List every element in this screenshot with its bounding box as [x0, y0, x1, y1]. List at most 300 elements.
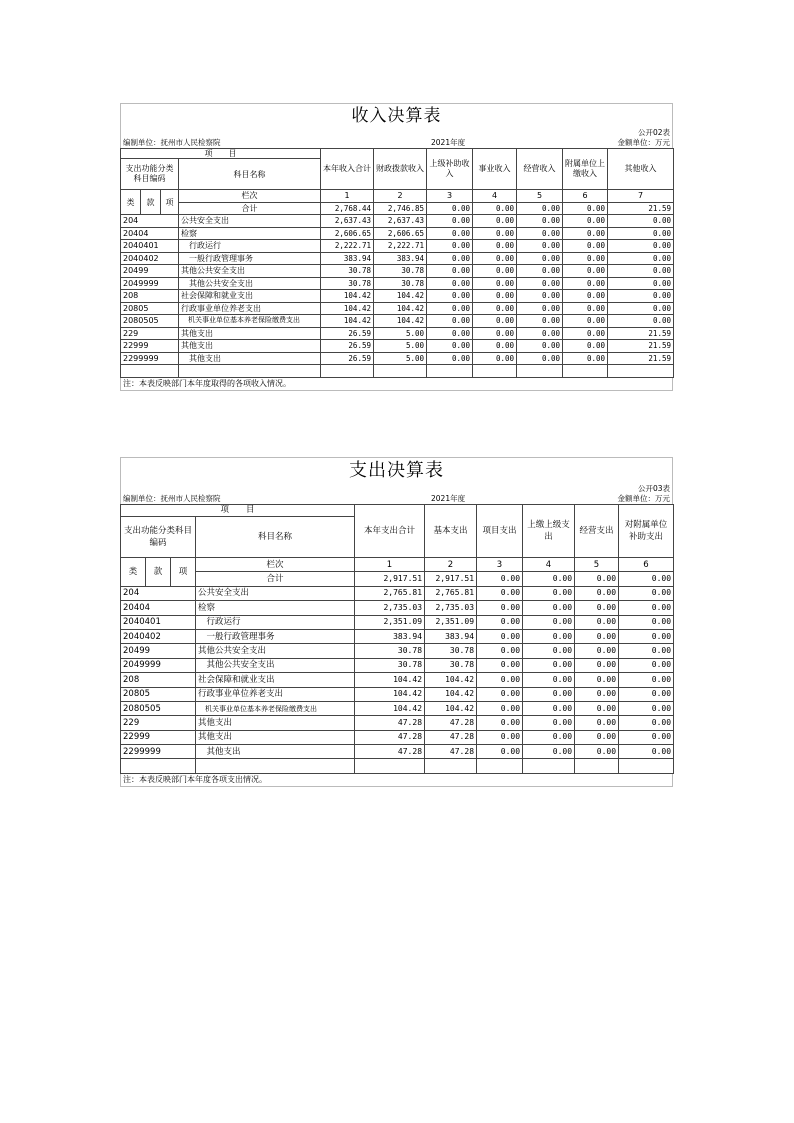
- expense-row-code: 229: [121, 716, 196, 730]
- expense-row-value: 47.28: [425, 730, 477, 744]
- expense-row-value: 0.00: [477, 601, 523, 615]
- expense-row-value: 0.00: [575, 586, 619, 600]
- income-row-code: 2040402: [121, 252, 179, 265]
- income-row-value: 0.00: [473, 265, 517, 278]
- expense-row-value: 0.00: [477, 615, 523, 629]
- expense-hdr-name: 科目名称: [196, 517, 355, 558]
- expense-row-value: 104.42: [425, 673, 477, 687]
- expense-row-value: 0.00: [619, 716, 674, 730]
- expense-row-name: 其他公共安全支出: [196, 658, 355, 672]
- income-col-1: 本年收入合计: [321, 149, 374, 190]
- expense-row-value: 0.00: [477, 716, 523, 730]
- expense-row-value: 0.00: [575, 701, 619, 715]
- income-row-value: 0.00: [517, 227, 563, 240]
- income-row-value: 0.00: [473, 327, 517, 340]
- income-colnum: 4: [473, 190, 517, 203]
- expense-hdr-total: 合计: [196, 572, 355, 586]
- income-row-value: 0.00: [608, 252, 674, 265]
- expense-row-name: 行政运行: [196, 615, 355, 629]
- income-table-row: [121, 315, 674, 328]
- income-row-value: 0.00: [563, 252, 608, 265]
- expense-unit: 编制单位：抚州市人民检察院: [123, 494, 221, 503]
- expense-blank-row: [121, 759, 674, 773]
- expense-row-value: 0.00: [477, 730, 523, 744]
- income-colnum: 6: [563, 190, 608, 203]
- expense-row-code: 208: [121, 673, 196, 687]
- expense-row-name: 社会保障和就业支出: [196, 673, 355, 687]
- income-table-row: [121, 240, 674, 253]
- income-row-value: 0.00: [608, 302, 674, 315]
- expense-row-value: 0.00: [523, 701, 575, 715]
- expense-row-value: 0.00: [477, 687, 523, 701]
- income-row-value: 104.42: [321, 315, 374, 328]
- expense-table-row: [121, 716, 674, 730]
- expense-row-code: 204: [121, 586, 196, 600]
- income-row-value: 0.00: [427, 352, 473, 365]
- income-col-5: 经营收入: [517, 149, 563, 190]
- income-row-value: 0.00: [473, 352, 517, 365]
- income-row-value: 0.00: [427, 215, 473, 228]
- income-row-name: 其他公共安全支出: [179, 277, 321, 290]
- income-row-code: 2299999: [121, 352, 179, 365]
- income-row-value: 0.00: [608, 277, 674, 290]
- expense-table-row: [121, 658, 674, 672]
- income-row-value: 21.59: [608, 340, 674, 353]
- expense-total-value: 0.00: [523, 572, 575, 586]
- income-row-value: 0.00: [563, 290, 608, 303]
- income-row-value: 0.00: [427, 290, 473, 303]
- expense-row-name: 机关事业单位基本养老保险缴费支出: [196, 701, 355, 715]
- expense-row-value: 0.00: [575, 615, 619, 629]
- expense-row-code: 20805: [121, 687, 196, 701]
- income-row-value: 104.42: [374, 290, 427, 303]
- income-row-value: 30.78: [374, 265, 427, 278]
- expense-row-value: 383.94: [425, 629, 477, 643]
- expense-row-value: 104.42: [425, 687, 477, 701]
- income-hdr-name: 科目名称: [179, 159, 321, 190]
- expense-note: 注：本表反映部门本年度各项支出情况。: [120, 774, 673, 787]
- income-row-value: 0.00: [517, 315, 563, 328]
- expense-total-value: 2,917.51: [425, 572, 477, 586]
- expense-table-row: [121, 701, 674, 715]
- expense-row-code: 2040402: [121, 629, 196, 643]
- income-row-name: 其他支出: [179, 340, 321, 353]
- income-row-value: 104.42: [321, 302, 374, 315]
- income-colnum: 7: [608, 190, 674, 203]
- expense-table-row: [121, 745, 674, 759]
- expense-row-value: 30.78: [355, 658, 425, 672]
- expense-row-value: 0.00: [523, 687, 575, 701]
- expense-row-value: 104.42: [355, 687, 425, 701]
- income-row-value: 0.00: [608, 227, 674, 240]
- income-colnum: 2: [374, 190, 427, 203]
- income-row-name: 行政事业单位养老支出: [179, 302, 321, 315]
- expense-row-code: 22999: [121, 730, 196, 744]
- income-row-code: 2080505: [121, 315, 179, 328]
- expense-row-value: 0.00: [523, 601, 575, 615]
- income-total-value: 2,768.44: [321, 202, 374, 215]
- income-table-row: [121, 290, 674, 303]
- expense-row-value: 0.00: [477, 701, 523, 715]
- income-hdr-xiang: 项: [161, 190, 179, 215]
- expense-row-value: 0.00: [619, 586, 674, 600]
- expense-row-value: 0.00: [523, 730, 575, 744]
- income-colnum: 5: [517, 190, 563, 203]
- income-row-value: 26.59: [321, 340, 374, 353]
- income-row-code: 20805: [121, 302, 179, 315]
- income-row-value: 2,637.43: [374, 215, 427, 228]
- income-table-row: [121, 265, 674, 278]
- income-row-value: 0.00: [473, 340, 517, 353]
- expense-table: [120, 504, 674, 774]
- expense-row-value: 0.00: [523, 586, 575, 600]
- income-table-row: [121, 277, 674, 290]
- income-row-value: 0.00: [517, 277, 563, 290]
- income-col-2: 财政拨款收入: [374, 149, 427, 190]
- expense-row-value: 47.28: [425, 716, 477, 730]
- expense-title: 支出决算表: [349, 460, 444, 481]
- income-total-value: 21.59: [608, 202, 674, 215]
- expense-row-name: 行政事业单位养老支出: [196, 687, 355, 701]
- expense-row-value: 47.28: [425, 745, 477, 759]
- income-row-value: 0.00: [517, 340, 563, 353]
- income-row-value: 0.00: [517, 290, 563, 303]
- expense-year: 2021年度: [431, 494, 466, 503]
- income-row-value: 0.00: [427, 302, 473, 315]
- income-row-value: 30.78: [374, 277, 427, 290]
- expense-row-value: 104.42: [355, 701, 425, 715]
- expense-row-value: 2,735.03: [355, 601, 425, 615]
- income-colnum: 3: [427, 190, 473, 203]
- income-row-code: 2040401: [121, 240, 179, 253]
- income-row-value: 0.00: [563, 265, 608, 278]
- income-row-value: 2,637.43: [321, 215, 374, 228]
- income-year: 2021年度: [431, 138, 466, 147]
- expense-hdr-lanci: 栏次: [196, 558, 355, 572]
- income-table-row: [121, 352, 674, 365]
- income-row-value: 0.00: [517, 215, 563, 228]
- income-row-value: 2,606.65: [321, 227, 374, 240]
- expense-amount-unit: 金额单位：万元: [617, 494, 670, 503]
- income-row-value: 0.00: [517, 302, 563, 315]
- expense-row-code: 2040401: [121, 615, 196, 629]
- income-row-value: 0.00: [563, 227, 608, 240]
- income-hdr-lei: 类: [121, 190, 141, 215]
- income-row-value: 5.00: [374, 327, 427, 340]
- expense-row-value: 0.00: [575, 629, 619, 643]
- expense-row-value: 0.00: [619, 687, 674, 701]
- income-row-name: 检察: [179, 227, 321, 240]
- expense-row-value: 0.00: [477, 644, 523, 658]
- expense-colnum: 5: [575, 558, 619, 572]
- income-row-value: 0.00: [473, 290, 517, 303]
- income-row-value: 5.00: [374, 340, 427, 353]
- income-row-value: 0.00: [473, 302, 517, 315]
- expense-row-value: 104.42: [425, 701, 477, 715]
- income-row-name: 其他支出: [179, 352, 321, 365]
- expense-col-6: 对附属单位补助支出: [619, 505, 674, 558]
- income-row-value: 0.00: [427, 252, 473, 265]
- income-row-value: 26.59: [321, 327, 374, 340]
- expense-row-value: 0.00: [575, 716, 619, 730]
- income-row-value: 0.00: [427, 340, 473, 353]
- income-row-value: 104.42: [374, 315, 427, 328]
- income-row-value: 2,222.71: [374, 240, 427, 253]
- income-row-value: 5.00: [374, 352, 427, 365]
- expense-row-name: 其他支出: [196, 745, 355, 759]
- income-row-code: 204: [121, 215, 179, 228]
- expense-row-value: 0.00: [575, 658, 619, 672]
- expense-row-name: 检察: [196, 601, 355, 615]
- expense-row-value: 0.00: [523, 615, 575, 629]
- expense-row-value: 2,765.81: [355, 586, 425, 600]
- income-row-value: 0.00: [563, 240, 608, 253]
- expense-row-name: 其他支出: [196, 730, 355, 744]
- income-row-value: 0.00: [608, 315, 674, 328]
- expense-row-value: 383.94: [355, 629, 425, 643]
- income-blank-row: [121, 365, 674, 378]
- income-table-row: [121, 215, 674, 228]
- income-form-code: 公开02表: [637, 128, 670, 137]
- expense-row-value: 0.00: [477, 629, 523, 643]
- income-row-value: 0.00: [608, 240, 674, 253]
- income-row-value: 0.00: [473, 215, 517, 228]
- expense-row-value: 2,351.09: [425, 615, 477, 629]
- expense-row-value: 0.00: [523, 658, 575, 672]
- income-hdr-kuan: 款: [141, 190, 161, 215]
- income-hdr-total: 合计: [179, 202, 321, 215]
- expense-row-value: 0.00: [477, 673, 523, 687]
- income-row-value: 21.59: [608, 352, 674, 365]
- expense-col-3: 项目支出: [477, 505, 523, 558]
- income-row-code: 229: [121, 327, 179, 340]
- income-row-code: 22999: [121, 340, 179, 353]
- expense-row-value: 0.00: [619, 745, 674, 759]
- expense-row-value: 0.00: [477, 586, 523, 600]
- expense-statement: [120, 457, 673, 787]
- income-row-value: 0.00: [563, 302, 608, 315]
- income-row-name: 行政运行: [179, 240, 321, 253]
- expense-row-value: 2,735.03: [425, 601, 477, 615]
- expense-table-row: [121, 629, 674, 643]
- income-table-row: [121, 252, 674, 265]
- expense-row-value: 0.00: [619, 644, 674, 658]
- expense-row-value: 47.28: [355, 716, 425, 730]
- income-total-value: 0.00: [473, 202, 517, 215]
- income-total-value: 0.00: [427, 202, 473, 215]
- expense-table-row: [121, 687, 674, 701]
- income-total-value: 0.00: [563, 202, 608, 215]
- expense-colnum: 6: [619, 558, 674, 572]
- expense-row-value: 0.00: [523, 644, 575, 658]
- income-row-value: 0.00: [563, 327, 608, 340]
- income-hdr-project: 项 目: [121, 149, 321, 159]
- expense-row-code: 2299999: [121, 745, 196, 759]
- expense-hdr-class: 支出功能分类科目编码: [121, 517, 196, 558]
- income-row-value: 0.00: [563, 340, 608, 353]
- income-row-value: 30.78: [321, 265, 374, 278]
- expense-row-value: 0.00: [575, 687, 619, 701]
- expense-colnum: 3: [477, 558, 523, 572]
- income-row-value: 0.00: [563, 315, 608, 328]
- income-row-value: 0.00: [473, 240, 517, 253]
- income-row-name: 其他公共安全支出: [179, 265, 321, 278]
- income-row-value: 0.00: [517, 327, 563, 340]
- expense-table-row: [121, 586, 674, 600]
- income-row-value: 2,222.71: [321, 240, 374, 253]
- income-row-code: 208: [121, 290, 179, 303]
- expense-hdr-xiang: 项: [171, 558, 196, 587]
- income-row-value: 383.94: [321, 252, 374, 265]
- expense-table-row: [121, 601, 674, 615]
- expense-row-code: 2080505: [121, 701, 196, 715]
- income-row-name: 机关事业单位基本养老保险缴费支出: [179, 315, 321, 328]
- income-row-value: 0.00: [427, 277, 473, 290]
- income-col-3: 上级补助收入: [427, 149, 473, 190]
- expense-row-value: 47.28: [355, 730, 425, 744]
- income-table-row: [121, 340, 674, 353]
- income-row-value: 0.00: [608, 265, 674, 278]
- expense-table-row: [121, 673, 674, 687]
- expense-total-value: 0.00: [477, 572, 523, 586]
- expense-row-value: 0.00: [575, 730, 619, 744]
- expense-hdr-kuan: 款: [146, 558, 171, 587]
- expense-row-value: 0.00: [477, 658, 523, 672]
- expense-row-value: 0.00: [523, 629, 575, 643]
- expense-row-name: 其他支出: [196, 716, 355, 730]
- expense-row-code: 2049999: [121, 658, 196, 672]
- expense-table-row: [121, 730, 674, 744]
- expense-row-value: 0.00: [619, 701, 674, 715]
- expense-row-name: 其他公共安全支出: [196, 644, 355, 658]
- expense-row-value: 2,351.09: [355, 615, 425, 629]
- expense-table-row: [121, 615, 674, 629]
- expense-colnum: 4: [523, 558, 575, 572]
- income-table: [120, 148, 674, 378]
- income-table-row: [121, 302, 674, 315]
- income-statement: [120, 103, 673, 391]
- expense-total-value: 0.00: [575, 572, 619, 586]
- expense-table-row: [121, 644, 674, 658]
- income-row-name: 其他支出: [179, 327, 321, 340]
- income-row-value: 0.00: [427, 327, 473, 340]
- income-row-value: 0.00: [427, 315, 473, 328]
- income-note: 注：本表反映部门本年度取得的各项收入情况。: [120, 378, 673, 391]
- expense-row-value: 0.00: [523, 745, 575, 759]
- expense-row-value: 0.00: [523, 673, 575, 687]
- expense-total-value: 0.00: [619, 572, 674, 586]
- income-row-name: 一般行政管理事务: [179, 252, 321, 265]
- income-row-value: 0.00: [608, 215, 674, 228]
- income-row-value: 0.00: [473, 227, 517, 240]
- income-row-value: 0.00: [517, 252, 563, 265]
- expense-row-name: 公共安全支出: [196, 586, 355, 600]
- expense-form-code: 公开03表: [637, 484, 670, 493]
- income-row-value: 104.42: [321, 290, 374, 303]
- expense-row-value: 0.00: [619, 730, 674, 744]
- income-row-value: 0.00: [563, 277, 608, 290]
- income-row-value: 104.42: [374, 302, 427, 315]
- income-row-value: 0.00: [473, 277, 517, 290]
- expense-row-value: 0.00: [575, 644, 619, 658]
- income-unit: 编制单位：抚州市人民检察院: [123, 138, 221, 147]
- income-row-code: 20404: [121, 227, 179, 240]
- expense-row-value: 47.28: [355, 745, 425, 759]
- expense-row-value: 30.78: [425, 644, 477, 658]
- expense-col-4: 上缴上级支出: [523, 505, 575, 558]
- expense-row-value: 0.00: [575, 673, 619, 687]
- income-colnum: 1: [321, 190, 374, 203]
- expense-row-value: 0.00: [523, 716, 575, 730]
- income-table-row: [121, 227, 674, 240]
- expense-row-value: 0.00: [619, 629, 674, 643]
- income-hdr-lanci: 栏次: [179, 190, 321, 203]
- income-row-value: 26.59: [321, 352, 374, 365]
- expense-row-value: 0.00: [619, 601, 674, 615]
- expense-row-value: 2,765.81: [425, 586, 477, 600]
- expense-row-value: 30.78: [355, 644, 425, 658]
- income-total-value: 0.00: [517, 202, 563, 215]
- expense-row-value: 0.00: [575, 745, 619, 759]
- income-row-value: 0.00: [473, 252, 517, 265]
- income-total-value: 2,746.85: [374, 202, 427, 215]
- income-title: 收入决算表: [351, 106, 442, 126]
- expense-row-code: 20404: [121, 601, 196, 615]
- income-row-code: 20499: [121, 265, 179, 278]
- income-row-value: 0.00: [517, 265, 563, 278]
- income-row-code: 2049999: [121, 277, 179, 290]
- expense-col-5: 经营支出: [575, 505, 619, 558]
- income-row-value: 2,606.65: [374, 227, 427, 240]
- expense-total-value: 2,917.51: [355, 572, 425, 586]
- income-row-value: 0.00: [517, 352, 563, 365]
- income-row-value: 0.00: [608, 290, 674, 303]
- income-row-value: 0.00: [517, 240, 563, 253]
- income-amount-unit: 金额单位：万元: [617, 138, 670, 147]
- income-row-value: 0.00: [427, 265, 473, 278]
- expense-row-value: 30.78: [425, 658, 477, 672]
- income-row-value: 0.00: [563, 215, 608, 228]
- expense-row-value: 0.00: [619, 673, 674, 687]
- expense-row-value: 104.42: [355, 673, 425, 687]
- income-row-value: 21.59: [608, 327, 674, 340]
- expense-row-code: 20499: [121, 644, 196, 658]
- expense-hdr-lei: 类: [121, 558, 146, 587]
- expense-col-1: 本年支出合计: [355, 505, 425, 558]
- expense-row-value: 0.00: [619, 658, 674, 672]
- expense-row-value: 0.00: [575, 601, 619, 615]
- expense-hdr-project: 项 目: [121, 505, 355, 517]
- income-row-value: 383.94: [374, 252, 427, 265]
- expense-colnum: 2: [425, 558, 477, 572]
- income-hdr-class: 支出功能分类科目编码: [121, 159, 179, 190]
- income-row-value: 0.00: [427, 227, 473, 240]
- income-col-6: 附属单位上缴收入: [563, 149, 608, 190]
- income-table-row: [121, 327, 674, 340]
- income-row-name: 社会保障和就业支出: [179, 290, 321, 303]
- expense-col-2: 基本支出: [425, 505, 477, 558]
- income-row-value: 0.00: [473, 315, 517, 328]
- income-row-name: 公共安全支出: [179, 215, 321, 228]
- expense-row-value: 0.00: [477, 745, 523, 759]
- expense-row-value: 0.00: [619, 615, 674, 629]
- expense-row-name: 一般行政管理事务: [196, 629, 355, 643]
- income-col-7: 其他收入: [608, 149, 674, 190]
- income-row-value: 0.00: [563, 352, 608, 365]
- expense-colnum: 1: [355, 558, 425, 572]
- income-col-4: 事业收入: [473, 149, 517, 190]
- income-row-value: 0.00: [427, 240, 473, 253]
